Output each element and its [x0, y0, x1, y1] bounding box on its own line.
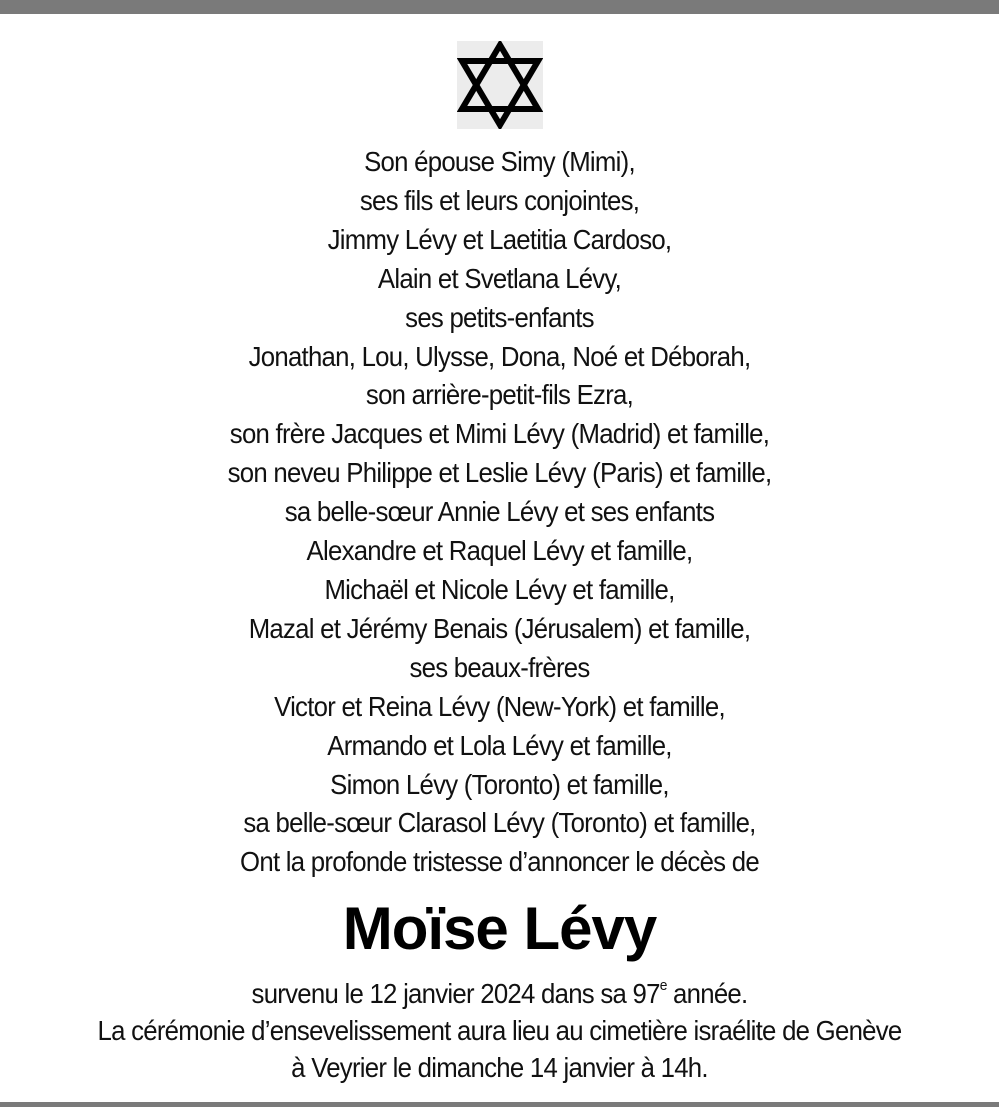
star-of-david-icon [457, 41, 543, 129]
notice-line: Simon Lévy (Toronto) et famille, [330, 768, 669, 800]
emblem [457, 41, 543, 129]
top-border [0, 0, 999, 14]
notice-line: ses beaux-frères [409, 651, 590, 683]
deceased-name: Moïse Lévy [342, 895, 657, 962]
notice-line: Michaël et Nicole Lévy et famille, [324, 573, 675, 605]
ceremony-line: La cérémonie d’ensevelissement aura lieu au cimetière israélite de Genève [97, 1015, 902, 1046]
notice-line: sa belle-sœur Clarasol Lévy (Toronto) et famille, [243, 807, 756, 839]
notice-line: son frère Jacques et Mimi Lévy (Madrid) et famille, [229, 418, 770, 450]
notice-line: Victor et Reina Lévy (New-York) et famille, [274, 690, 725, 722]
notice-line: Alexandre et Raquel Lévy et famille, [306, 535, 693, 567]
closing-text [40, 975, 959, 1086]
notice-line: son arrière-petit-fils Ezra, [365, 379, 634, 411]
notice-line: ses petits-enfants [405, 301, 594, 333]
notice-line: Mazal et Jérémy Benais (Jérusalem) et famille, [248, 612, 751, 644]
notice-line: ses fils et leurs conjointes, [359, 184, 640, 216]
death-date-prefix: survenu le 12 janvier 2024 dans sa 97 [251, 978, 660, 1009]
ordinal-superscript: e [659, 977, 667, 994]
notice-line: Ont la profonde tristesse d’annoncer le décès de [240, 846, 759, 878]
notice-text [40, 143, 959, 882]
notice-line: Jimmy Lévy et Laetitia Cardoso, [327, 223, 672, 255]
notice-line: Alain et Svetlana Lévy, [377, 262, 622, 294]
notice-line: Armando et Lola Lévy et famille, [327, 729, 672, 761]
ceremony-line: à Veyrier le dimanche 14 janvier à 14h. [291, 1052, 708, 1083]
notice-line: Jonathan, Lou, Ulysse, Dona, Noé et Déborah, [248, 340, 751, 372]
death-date-line [40, 975, 959, 1012]
notice-line: son neveu Philippe et Leslie Lévy (Paris) et famille, [227, 457, 772, 489]
death-date-suffix: année. [666, 978, 748, 1009]
notice-line: Son épouse Simy (Mimi), [364, 146, 635, 177]
notice-line: sa belle-sœur Annie Lévy et ses enfants [284, 496, 715, 528]
bottom-border [0, 1102, 999, 1107]
